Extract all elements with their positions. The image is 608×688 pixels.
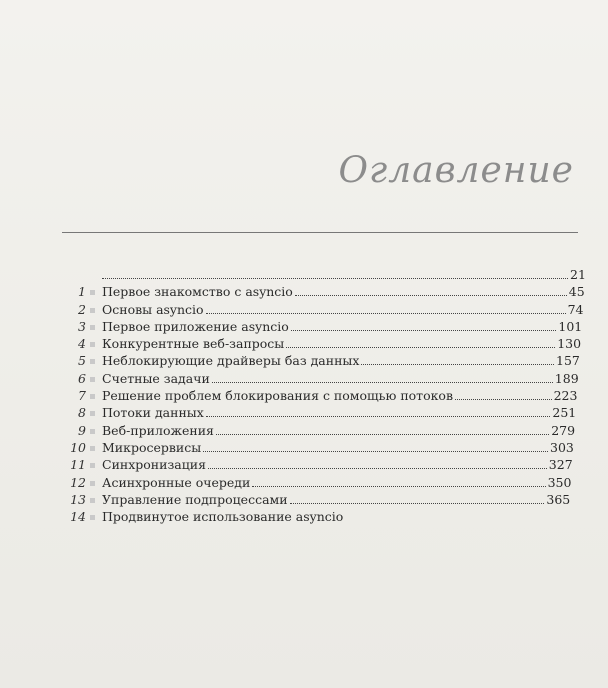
page-title: Оглавление xyxy=(338,150,574,191)
dot-leader xyxy=(206,416,550,417)
toc-entry xyxy=(58,283,586,300)
dot-leader xyxy=(290,503,544,504)
dot-leader xyxy=(252,486,546,487)
chapter-title: Веб-приложения xyxy=(102,422,214,438)
chapter-number: 3 xyxy=(78,318,86,334)
bullet-square-icon xyxy=(90,308,95,313)
chapter-number: 2 xyxy=(78,301,86,317)
bullet-square-icon xyxy=(90,463,95,468)
page-number: 365 xyxy=(546,491,571,507)
chapter-number: 5 xyxy=(78,353,86,369)
dot-leader xyxy=(206,313,566,314)
dot-leader xyxy=(102,278,568,279)
title-rule xyxy=(62,232,578,233)
page-number: 21 xyxy=(570,267,586,282)
bullet-square-icon xyxy=(90,429,95,434)
toc-entry xyxy=(58,352,586,369)
page-number: 189 xyxy=(554,370,579,386)
dot-leader xyxy=(286,347,555,348)
bullet-square-icon xyxy=(90,446,95,451)
toc-entry xyxy=(58,301,586,318)
page-number: 303 xyxy=(550,439,574,455)
toc-entry xyxy=(58,439,586,456)
bullet-square-icon xyxy=(90,498,95,503)
dot-leader xyxy=(295,295,567,296)
page-number: 251 xyxy=(552,405,577,421)
dot-leader xyxy=(455,399,552,400)
toc-entry xyxy=(58,474,586,491)
chapter-number: 8 xyxy=(78,405,86,421)
chapter-title: Синхронизация xyxy=(102,457,206,473)
bullet-square-icon xyxy=(90,481,95,486)
chapter-title: Первое знакомство с asyncio xyxy=(102,284,293,300)
chapter-number: 6 xyxy=(78,370,86,386)
chapter-number: 1 xyxy=(78,284,86,300)
page-number: 74 xyxy=(567,301,584,317)
chapter-number: 9 xyxy=(78,422,86,438)
chapter-title: Асинхронные очереди xyxy=(102,474,251,490)
chapter-number: 13 xyxy=(70,491,86,507)
chapter-number: 4 xyxy=(78,336,86,352)
dot-leader xyxy=(291,330,556,331)
chapter-number: 7 xyxy=(78,388,86,404)
toc-entry xyxy=(58,491,586,508)
table-of-contents xyxy=(58,266,586,525)
page-number: 157 xyxy=(556,353,580,369)
bullet-square-icon xyxy=(90,342,95,347)
chapter-number: 14 xyxy=(70,509,86,525)
chapter-title: Потоки данных xyxy=(102,405,204,421)
toc-entry xyxy=(58,370,586,387)
toc-entry xyxy=(58,266,586,283)
bullet-square-icon xyxy=(90,377,95,382)
toc-entry xyxy=(58,456,586,473)
chapter-title: Неблокирующие драйверы баз данных xyxy=(102,353,360,369)
toc-entry xyxy=(58,422,586,439)
toc-entry xyxy=(58,404,586,421)
bullet-square-icon xyxy=(90,394,95,399)
chapter-title: Основы asyncio xyxy=(102,301,204,317)
dot-leader xyxy=(208,468,547,469)
chapter-number: 11 xyxy=(70,457,86,473)
chapter-title: Первое приложение asyncio xyxy=(102,318,289,334)
bullet-square-icon xyxy=(90,515,95,520)
dot-leader xyxy=(203,451,548,452)
bullet-square-icon xyxy=(90,411,95,416)
bullet-square-icon xyxy=(90,325,95,330)
dot-leader xyxy=(212,382,553,383)
page-number: 223 xyxy=(553,388,578,404)
chapter-title: Конкурентные веб-запросы xyxy=(102,336,285,352)
page-number: 45 xyxy=(568,284,585,300)
chapter-number: 10 xyxy=(70,439,86,455)
toc-entry xyxy=(58,387,586,404)
chapter-title: Решение проблем блокирования с помощью потоков xyxy=(102,388,453,404)
page-number: 130 xyxy=(557,336,582,352)
chapter-title: Управление подпроцессами xyxy=(102,491,288,507)
dot-leader xyxy=(216,434,549,435)
toc-entry xyxy=(58,335,586,352)
chapter-title: Микросервисы xyxy=(102,439,202,455)
toc-entry xyxy=(58,318,586,335)
page-number: 279 xyxy=(551,422,576,438)
page-number: 327 xyxy=(548,457,573,473)
chapter-title: Продвинутое использование asyncio xyxy=(102,509,344,525)
chapter-title: Счетные задачи xyxy=(102,370,210,386)
dot-leader xyxy=(361,364,554,365)
bullet-square-icon xyxy=(90,359,95,364)
toc-entry xyxy=(58,508,586,525)
page-number: 101 xyxy=(558,318,583,334)
chapter-number: 12 xyxy=(70,474,86,490)
bullet-square-icon xyxy=(90,290,95,295)
page-number: 350 xyxy=(547,474,572,490)
